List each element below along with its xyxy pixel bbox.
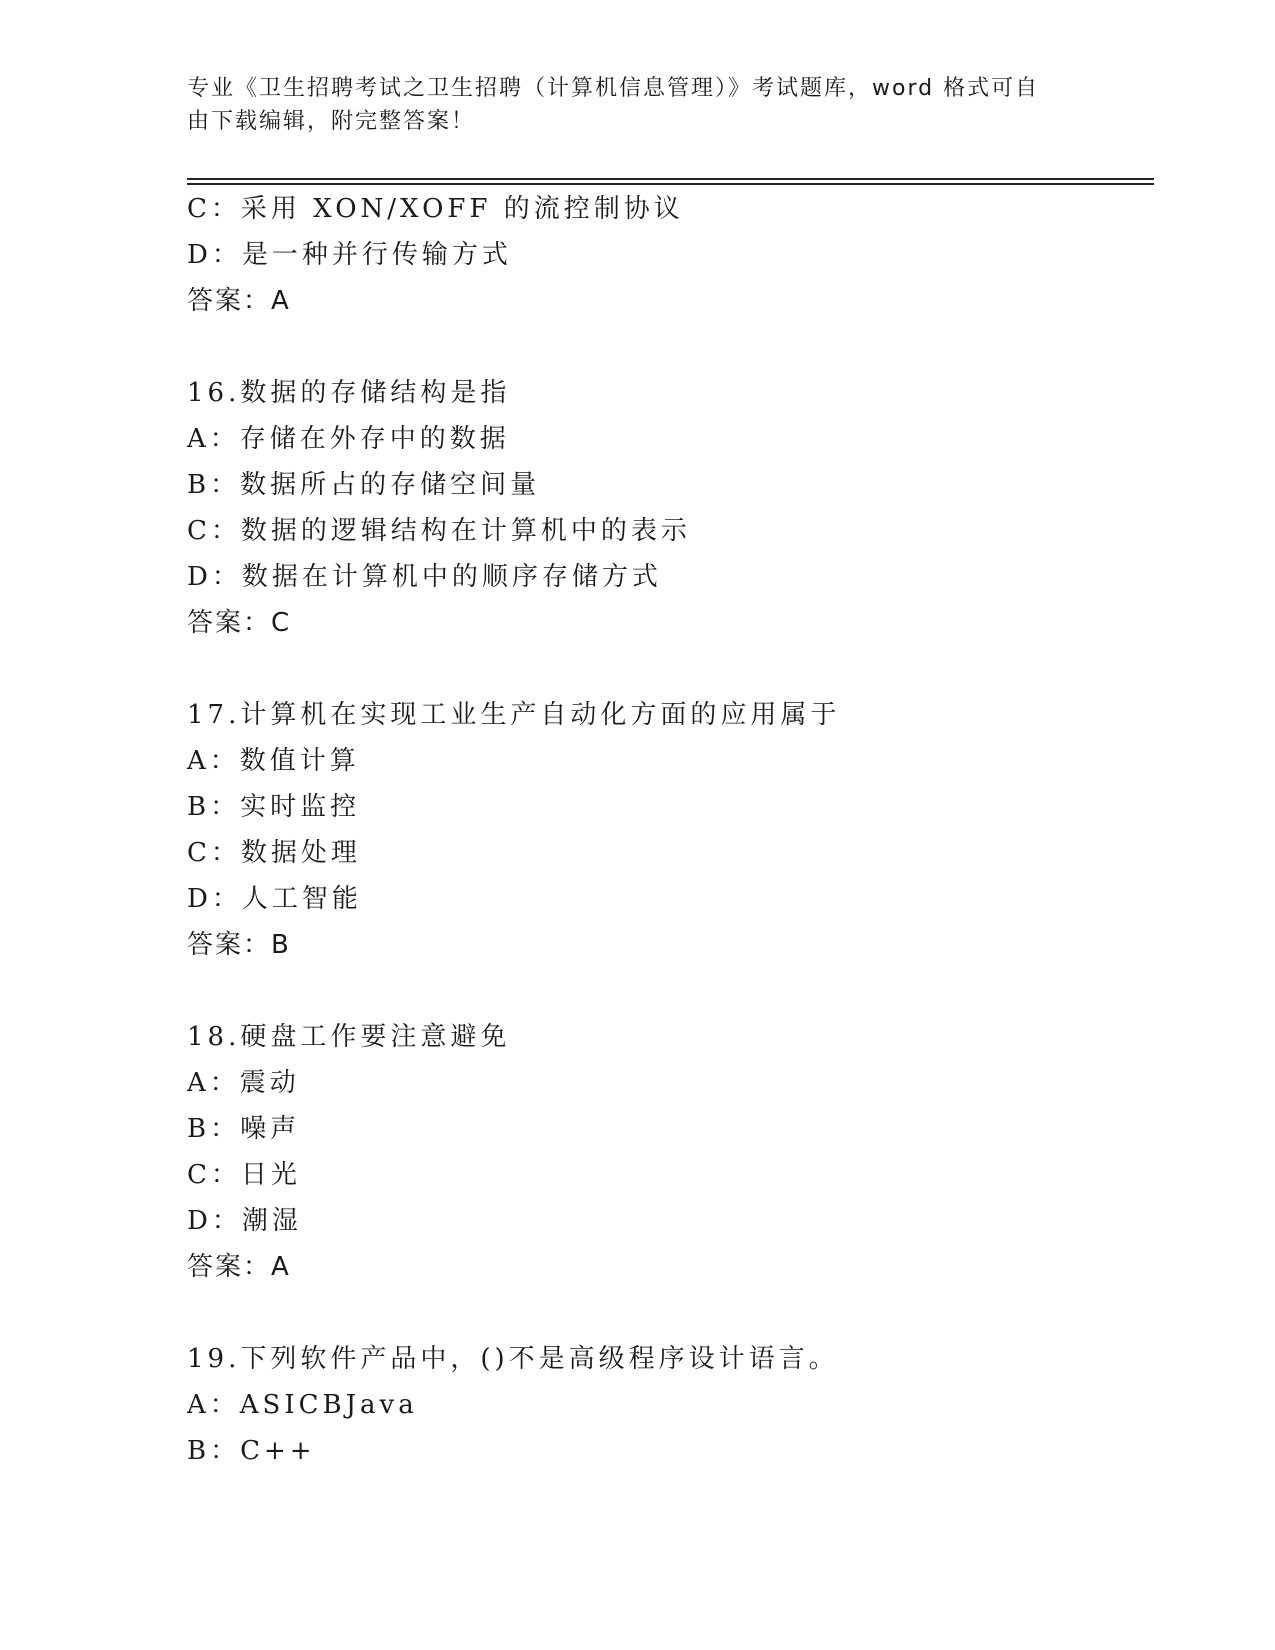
question-19 [187,1336,1147,1474]
question-16 [187,370,1147,646]
document-header [187,72,1067,138]
answer: 答案：B [187,930,291,960]
option-c: C：数据的逻辑结构在计算机中的表示 [187,516,691,546]
option-c: C：数据处理 [187,838,361,868]
option-a: A：存储在外存中的数据 [187,424,510,454]
option-a: A：数值计算 [187,746,360,776]
option-a: A：震动 [187,1068,300,1098]
option-a: A：ASICBJava [187,1390,418,1420]
option-b: B：C++ [187,1436,316,1466]
question-18 [187,1014,1147,1290]
header-divider-bottom [187,183,1154,185]
option-c: C：日光 [187,1160,301,1190]
header-line-2: 由下载编辑，附完整答案！ [187,109,476,134]
header-line-1: 专业《卫生招聘考试之卫生招聘（计算机信息管理）》考试题库，word 格式可自 [187,76,1040,101]
option-d: D：人工智能 [187,884,362,914]
question-text: 17.计算机在实现工业生产自动化方面的应用属于 [187,700,841,730]
question-text: 18.硬盘工作要注意避免 [187,1022,511,1052]
option-d: D：是一种并行传输方式 [187,240,512,270]
question-15 [187,186,1147,324]
option-b: B：噪声 [187,1114,301,1144]
spacer [187,1290,1147,1336]
header-divider-top [187,178,1154,180]
option-b: B：实时监控 [187,792,361,822]
question-text: 19.下列软件产品中，()不是高级程序设计语言。 [187,1344,839,1374]
question-text: 16.数据的存储结构是指 [187,378,511,408]
spacer [187,968,1147,1014]
question-17 [187,692,1147,968]
spacer [187,324,1147,370]
question-list [187,186,1147,1474]
answer: 答案：C [187,608,292,638]
answer: 答案：A [187,286,291,316]
option-c: C：采用 XON/XOFF 的流控制协议 [187,194,684,224]
option-b: B：数据所占的存储空间量 [187,470,541,500]
spacer [187,646,1147,692]
answer: 答案：A [187,1252,291,1282]
option-d: D：数据在计算机中的顺序存储方式 [187,562,662,592]
option-d: D：潮湿 [187,1206,302,1236]
